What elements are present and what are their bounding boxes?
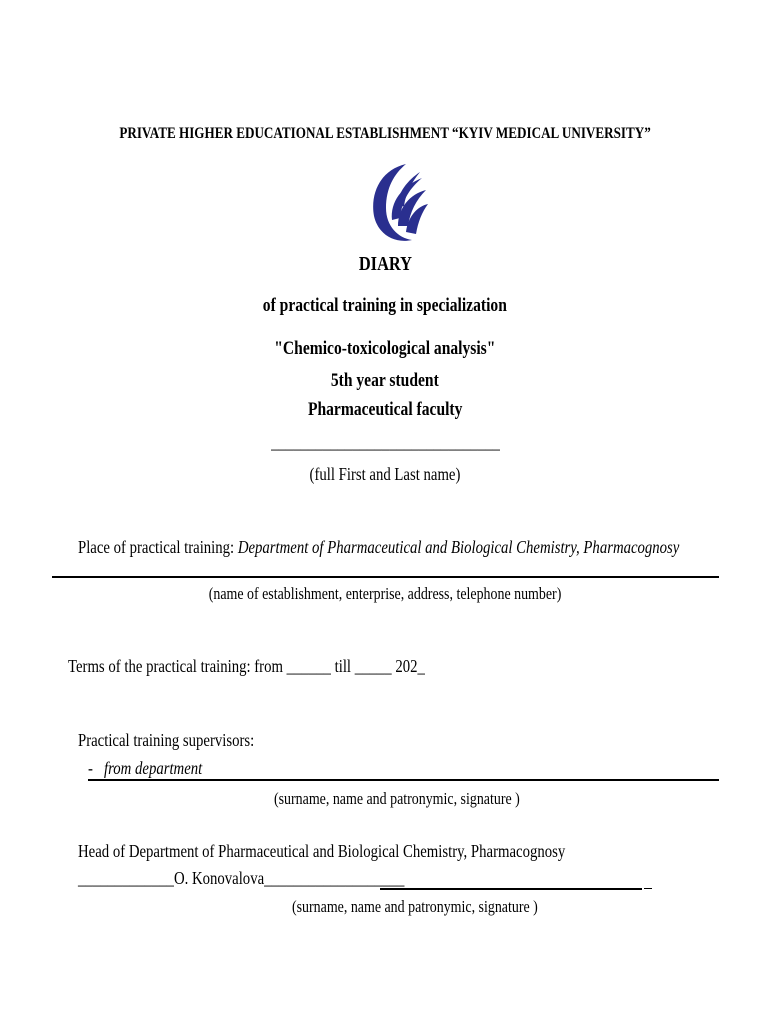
diary-title: DIARY xyxy=(358,253,412,275)
name-blank-line: _______________________________ xyxy=(270,432,500,452)
supervisor-caption: (surname, name and patronymic, signature ) xyxy=(274,789,520,808)
place-row xyxy=(78,537,770,558)
place-value: Department of Pharmaceutical and Biological Chemistry, Pharmacognosy xyxy=(237,537,680,557)
supervisor-department-row xyxy=(88,758,227,779)
name-caption: (full First and Last name) xyxy=(309,464,461,484)
head-trail-blank: ___________________ xyxy=(264,868,405,888)
title-line-1: of practical training in specialization xyxy=(262,295,508,316)
supervisor-underline xyxy=(88,779,719,781)
head-caption: (surname, name and patronymic, signature ) xyxy=(292,897,538,916)
head-underline xyxy=(380,888,642,890)
terms-till-label: till xyxy=(334,656,352,676)
place-caption: (name of establishment, enterprise, address, telephone number) xyxy=(208,584,562,603)
terms-row xyxy=(68,656,503,677)
head-underline-tail xyxy=(644,888,652,889)
title-line-2: "Chemico-toxicological analysis" xyxy=(274,338,496,359)
head-lead-blank: _____________ xyxy=(78,868,174,888)
head-name: O. Konovalova xyxy=(173,868,265,888)
from-department-label: from department xyxy=(103,758,203,778)
supervisors-label: Practical training supervisors: xyxy=(78,730,255,750)
place-underline xyxy=(52,576,719,578)
head-signature-row xyxy=(78,868,476,889)
title-line-3: 5th year student xyxy=(331,370,439,391)
place-label: Place of practical training: xyxy=(78,537,235,557)
terms-till-blank: _____ xyxy=(354,656,392,676)
university-logo-icon xyxy=(368,160,430,246)
institution-header: PRIVATE HIGHER EDUCATIONAL ESTABLISHMENT “KYIV MEDICAL UNIVERSITY” xyxy=(119,125,651,142)
head-label: Head of Department of Pharmaceutical and Biological Chemistry, Pharmacognosy xyxy=(78,841,566,861)
terms-from-blank: ______ xyxy=(286,656,331,676)
supervisor-dash: - xyxy=(88,758,93,778)
title-line-4: Pharmaceutical faculty xyxy=(307,399,463,420)
logo-crescent xyxy=(373,164,412,241)
terms-from-label: Terms of the practical training: from xyxy=(68,656,283,676)
terms-year: 202_ xyxy=(395,656,425,676)
